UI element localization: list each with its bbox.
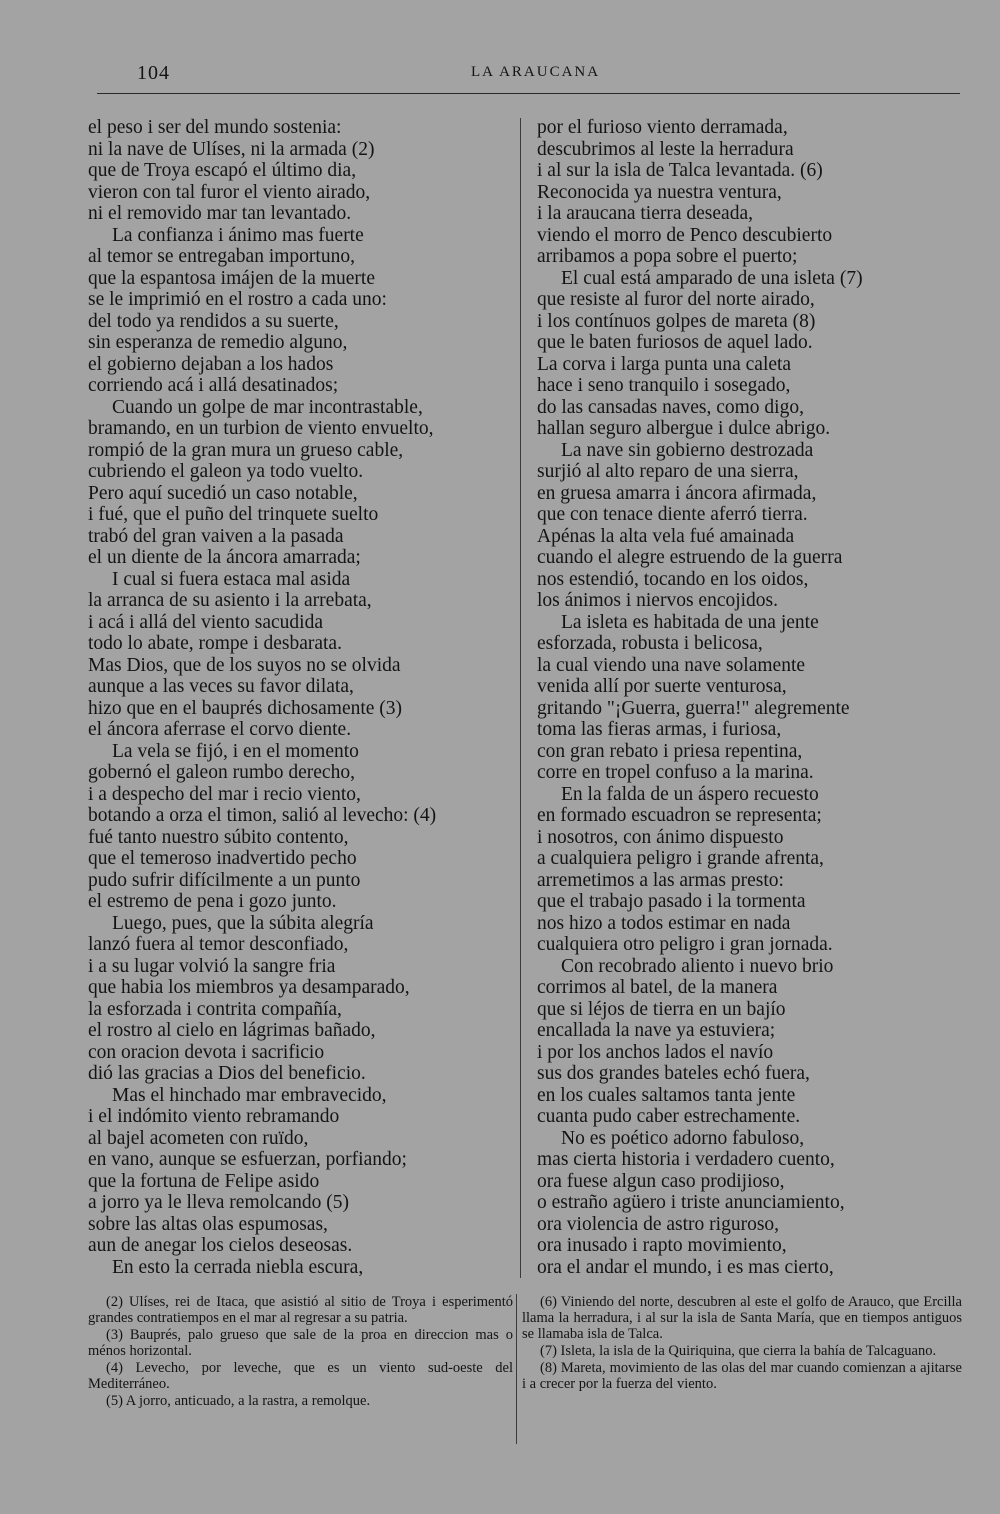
verse-line: sobre las altas olas espumosas, — [88, 1213, 328, 1235]
verse-line: arribamos a popa sobre el puerto; — [537, 246, 798, 267]
verse-line: se le imprimió en el rostro a cada uno: — [88, 289, 387, 310]
verse-line: La corva i larga punta una caleta — [537, 353, 792, 375]
verse-line: arremetimos a las armas presto: — [537, 869, 784, 891]
verse-line: que el trabajo pasado i la tormenta — [537, 891, 806, 912]
header-rule — [97, 93, 960, 94]
verse-line: con gran rebato i priesa repentina, — [537, 740, 803, 762]
verse-line: rompió de la gran mura un grueso cable, — [88, 439, 404, 461]
verse-line: i por los anchos lados el navío — [537, 1041, 774, 1063]
verse-line: descubrimos al leste la herradura — [537, 138, 794, 160]
verse-line: cualquiera otro peligro i gran jornada. — [537, 934, 833, 955]
verse-line: al temor se entregaban importuno, — [88, 246, 355, 267]
verse-line: bramando, en un turbion de viento envuelto, — [88, 418, 434, 439]
verse-line: sus dos grandes bateles echó fuera, — [537, 1063, 810, 1084]
verse-line: ora violencia de astro riguroso, — [537, 1213, 780, 1235]
verse-line: el peso i ser del mundo sostenia: — [88, 117, 342, 138]
verse-line: La vela se fijó, i en el momento — [112, 740, 359, 762]
page-header — [0, 62, 1000, 86]
verse-line: Pero aquí sucedió un caso notable, — [88, 482, 358, 504]
verse-line: en los cuales saltamos tanta jente — [537, 1084, 796, 1106]
verse-line: aun de anegar los cielos deseosas. — [88, 1235, 353, 1256]
verse-line: Mas el hinchado mar embravecido, — [112, 1084, 387, 1106]
verse-line: ni la nave de Ulíses, ni la armada (2) — [88, 138, 375, 160]
verse-line: que resiste al furor del norte airado, — [537, 289, 815, 310]
verse-line: que de Troya escapó el último dia, — [88, 160, 357, 181]
verse-line: en formado escuadron se representa; — [537, 805, 822, 826]
verse-line: en vano, aunque se esfuerzan, porfiando; — [88, 1149, 407, 1170]
verse-line: i los contínuos golpes de mareta (8) — [537, 310, 816, 332]
verse-line: pudo sufrir difícilmente a un punto — [88, 869, 361, 891]
verse-line: Apénas la alta vela fué amainada — [537, 525, 795, 547]
footnote: (5) A jorro, anticuado, a la rastra, a remolque. — [106, 1393, 371, 1409]
verse-line: ora fuese algun caso prodijioso, — [537, 1170, 785, 1192]
verse-line: encallada la nave ya estuviera; — [537, 1020, 776, 1041]
verse-line: que habia los miembros ya desamparado, — [88, 977, 410, 998]
footnote: (8) Mareta, movimiento de las olas del mar cuando comienzan a ajitarse i a crecer por la fuerza del viento. — [522, 1360, 962, 1392]
verse-line: venida allí por suerte venturosa, — [537, 676, 787, 697]
verse-line: i a despecho del mar i recio viento, — [88, 783, 361, 805]
verse-line: cuando el alegre estruendo de la guerra — [537, 547, 843, 568]
verse-line: I cual si fuera estaca mal asida — [112, 568, 351, 590]
verse-line: en gruesa amarra i áncora afirmada, — [537, 482, 817, 504]
verse-line: mas cierta historia i verdadero cuento, — [537, 1149, 835, 1170]
verse-line: Luego, pues, que la súbita alegría — [112, 912, 374, 934]
verse-line: el rostro al cielo en lágrimas bañado, — [88, 1020, 376, 1041]
verse-line: a cualquiera peligro i grande afrenta, — [537, 848, 824, 869]
verse-line: i nosotros, con ánimo dispuesto — [537, 826, 784, 848]
verse-line: la cual viendo una nave solamente — [537, 654, 806, 676]
verse-line: nos estendió, tocando en los oidos, — [537, 568, 809, 590]
verse-line: do las cansadas naves, como digo, — [537, 396, 804, 418]
verse-line: lanzó fuera al temor desconfiado, — [88, 934, 349, 955]
verse-line: La isleta es habitada de una jente — [561, 611, 819, 633]
verse-line: hallan seguro albergue i dulce abrigo. — [537, 418, 831, 439]
verse-line: Con recobrado aliento i nuevo brio — [561, 955, 834, 977]
verse-line: i al sur la isla de Talca levantada. (6) — [537, 160, 823, 181]
footnotes-left — [88, 1294, 513, 1410]
verse-line: En esto la cerrada niebla escura, — [112, 1256, 364, 1278]
footnote: (3) Bauprés, palo grueso que sale de la proa en direccion mas o ménos horizontal. — [88, 1327, 513, 1359]
verse-line: el estremo de pena i gozo junto. — [88, 891, 337, 912]
verse-line: o estraño agüero i triste anunciamiento, — [537, 1192, 845, 1213]
verse-line: En la falda de un áspero recuesto — [561, 783, 819, 805]
verse-line: aunque a las veces su favor dilata, — [88, 676, 354, 697]
verse-line: No es poético adorno fabuloso, — [561, 1127, 805, 1149]
verse-line: todo lo abate, rompe i desbarata. — [88, 633, 342, 654]
verse-line: corriendo acá i allá desatinados; — [88, 375, 339, 396]
verse-line: i a su lugar volvió la sangre fria — [88, 955, 336, 977]
verse-line: cubriendo el galeon ya todo vuelto. — [88, 461, 364, 482]
verse-line: esforzada, robusta i belicosa, — [537, 633, 763, 654]
verse-line: a jorro ya le lleva remolcando (5) — [88, 1192, 349, 1213]
verse-line: trabó del gran vaiven a la pasada — [88, 525, 344, 547]
verse-line: ora inusado i rapto movimiento, — [537, 1235, 787, 1256]
verse-line: i fué, que el puño del trinquete suelto — [88, 504, 379, 525]
verse-line: del todo ya rendidos a su suerte, — [88, 310, 339, 332]
verse-line: corre en tropel confuso a la marina. — [537, 762, 814, 783]
right-verse-column — [537, 117, 957, 1278]
footnote-divider — [516, 1294, 517, 1444]
verse-line: al bajel acometen con ruïdo, — [88, 1127, 309, 1149]
verse-line: hace i seno tranquilo i sosegado, — [537, 375, 791, 396]
verse-line: Cuando un golpe de mar incontrastable, — [112, 396, 423, 418]
page-number: 104 — [137, 62, 170, 84]
verse-line: toma las fieras armas, i furiosa, — [537, 719, 782, 740]
footnotes-right — [522, 1294, 962, 1393]
verse-line: nos hizo a todos estimar en nada — [537, 912, 791, 934]
verse-line: Mas Dios, que de los suyos no se olvida — [88, 654, 401, 676]
verse-line: que la espantosa imájen de la muerte — [88, 267, 375, 289]
verse-line: la esforzada i contrita compañía, — [88, 998, 342, 1020]
column-divider — [520, 118, 521, 1278]
verse-line: que con tenace diente aferró tierra. — [537, 504, 808, 525]
verse-line: con oracion devota i sacrificio — [88, 1041, 325, 1063]
verse-line: hizo que en el bauprés dichosamente (3) — [88, 697, 403, 719]
verse-line: el un diente de la áncora amarrada; — [88, 547, 361, 568]
footnote: (6) Viniendo del norte, descubren al este el golfo de Arauco, que Ercilla llama la herradura, i al sur la isla de Santa María, que en tiempos antiguos se llamaba isla de Talca. — [522, 1294, 962, 1342]
verse-line: por el furioso viento derramada, — [537, 117, 788, 138]
verse-line: corrimos al batel, de la manera — [537, 977, 778, 998]
verse-line: surjió al alto reparo de una sierra, — [537, 461, 799, 482]
footnote: (7) Isleta, la isla de la Quiriquina, que cierra la bahía de Talcaguano. — [540, 1343, 937, 1359]
footnote: (4) Levecho, por leveche, que es un viento sud-oeste del Mediterráneo. — [88, 1360, 513, 1392]
left-verse-column — [88, 117, 508, 1278]
verse-line: que la fortuna de Felipe asido — [88, 1170, 320, 1192]
verse-line: Reconocida ya nuestra ventura, — [537, 181, 782, 203]
verse-line: cuanta pudo caber estrechamente. — [537, 1106, 801, 1127]
verse-line: i el indómito viento rebramando — [88, 1106, 340, 1127]
verse-line: sin esperanza de remedio alguno, — [88, 332, 348, 353]
verse-line: La nave sin gobierno destrozada — [561, 439, 814, 461]
verse-line: que le baten furiosos de aquel lado. — [537, 332, 813, 353]
verse-line: que el temeroso inadvertido pecho — [88, 848, 357, 869]
running-title: LA ARAUCANA — [471, 64, 601, 80]
verse-line: dió las gracias a Dios del beneficio. — [88, 1063, 366, 1084]
verse-line: el gobierno dejaban a los hados — [88, 353, 334, 375]
verse-line: botando a orza el timon, salió al levecho: (4) — [88, 805, 437, 826]
verse-line: fué tanto nuestro súbito contento, — [88, 826, 349, 848]
verse-line: la arranca de su asiento i la arrebata, — [88, 590, 372, 611]
verse-line: gritando "¡Guerra, guerra!" alegremente — [537, 697, 850, 719]
verse-line: viendo el morro de Penco descubierto — [537, 224, 833, 246]
verse-line: que si léjos de tierra en un bajío — [537, 998, 786, 1020]
verse-line: vieron con tal furor el viento airado, — [88, 181, 371, 203]
verse-line: i la araucana tierra deseada, — [537, 203, 753, 224]
verse-line: La confianza i ánimo mas fuerte — [112, 224, 364, 246]
verse-line: ni el removido mar tan levantado. — [88, 203, 352, 224]
verse-line: El cual está amparado de una isleta (7) — [561, 267, 863, 289]
verse-line: el áncora aferrase el corvo diente. — [88, 719, 352, 740]
verse-line: ora el andar el mundo, i es mas cierto, — [537, 1256, 834, 1278]
footnote: (2) Ulíses, rei de Itaca, que asistió al sitio de Troya i esperimentó grandes contratiempos en el mar al regresar a su patria. — [88, 1294, 513, 1326]
verse-line: i acá i allá del viento sacudida — [88, 611, 323, 633]
verse-line: gobernó el galeon rumbo derecho, — [88, 762, 355, 783]
verse-line: los ánimos i niervos encojidos. — [537, 590, 779, 611]
